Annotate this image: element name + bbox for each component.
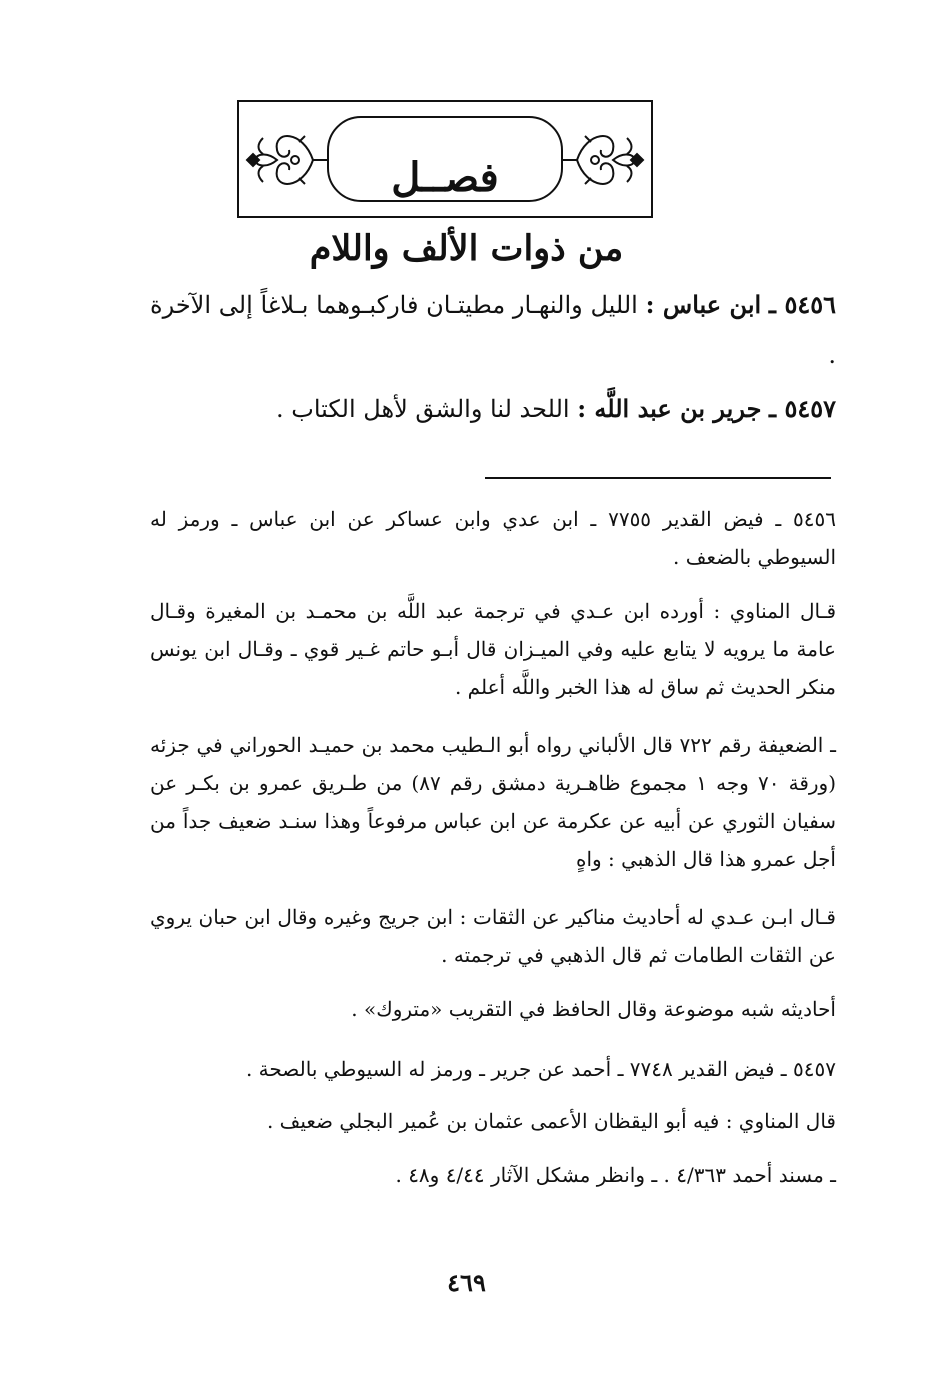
footnote-paragraph: ـ الضعيفة رقم ٧٢٢ قال الألباني رواه أبو الـطيب محمد بن حميـد الحوراني في جزئه (ورقة ٧٠ وجه ١ مجموع ظاهـرية دمشق رقم ٨٧) من طـريق عمرو بن بكـر عن سفيان الثوري عن أبيه عن عكرمة عن ابن عباس مرفوعاً وهذا سنـد ضعيف جداً من أجل عمرو هذا قال الذهبي : واهٍ (150, 733, 836, 871)
footnote-paragraph: قـال المناوي : أورده ابن عـدي في ترجمة عبد اللَّه بن محمـد بن المغيرة وقـال عامة ما يرويه لا يتابع عليه وفي الميـزان قال أبـو حاتم غـير قوي ـ وقـال ابن يونس منكر الحديث ثم ساق له هذا الخبر واللَّه أعلم . (150, 599, 836, 699)
page-number: ٤٦٩ (447, 1268, 486, 1297)
entry-number: ٥٤٥٧ ـ (769, 394, 836, 423)
footnote-paragraph: قـال ابـن عـدي له أحاديث مناكير عن الثقات : ابن جريج وغيره وقال ابن حبان يروي عن الثقات الطامات ثم قال الذهبي في ترجمته . (150, 905, 836, 967)
arabesque-ornament-icon (561, 120, 647, 200)
entry-number: ٥٤٥٦ ـ (768, 290, 836, 319)
hadith-entry-5456 (150, 280, 836, 380)
footnote-paragraph: قال المناوي : فيه أبو اليقظان الأعمى عثمان بن عُمير البجلي ضعيف . (266, 1109, 836, 1133)
entry-narrator: ابن عباس : (645, 290, 762, 319)
footnote-paragraph: أحاديثه شبه موضوعة وقال الحافظ في التقريب «متروك» . (351, 997, 836, 1021)
entry-narrator: جرير بن عبد اللَّه : (577, 394, 762, 423)
footnote-divider (485, 477, 831, 479)
section-title: فصــل (391, 154, 499, 201)
arabesque-ornament-icon (243, 120, 329, 200)
entry-text: اللحد لنا والشق لأهل الكتاب . (276, 395, 570, 423)
hadith-entry-5457 (150, 384, 836, 434)
section-title-frame (237, 100, 653, 218)
footnote-paragraph: ٥٤٥٧ ـ فيض القدير ٧٧٤٨ ـ أحمد عن جرير ـ ورمز له السيوطي بالصحة . (245, 1057, 836, 1081)
footnote-paragraph: ٥٤٥٦ ـ فيض القدير ٧٧٥٥ ـ ابن عدي وابن عساكر عن ابن عباس ـ ورمز له السيوطي بالضعف . (150, 507, 836, 569)
footnote-paragraph: ـ مسند أحمد ٤/٣٦٣ . ـ وانظر مشكل الآثار ٤/٤٤ و٤٨ . (395, 1163, 836, 1187)
chapter-heading: من ذوات الألف واللام (309, 228, 624, 269)
section-title-cartouche (327, 116, 563, 202)
entry-text: الليل والنهـار مطيتـان فاركبـوهما بـلاغاً إلى الآخرة . (150, 291, 836, 369)
